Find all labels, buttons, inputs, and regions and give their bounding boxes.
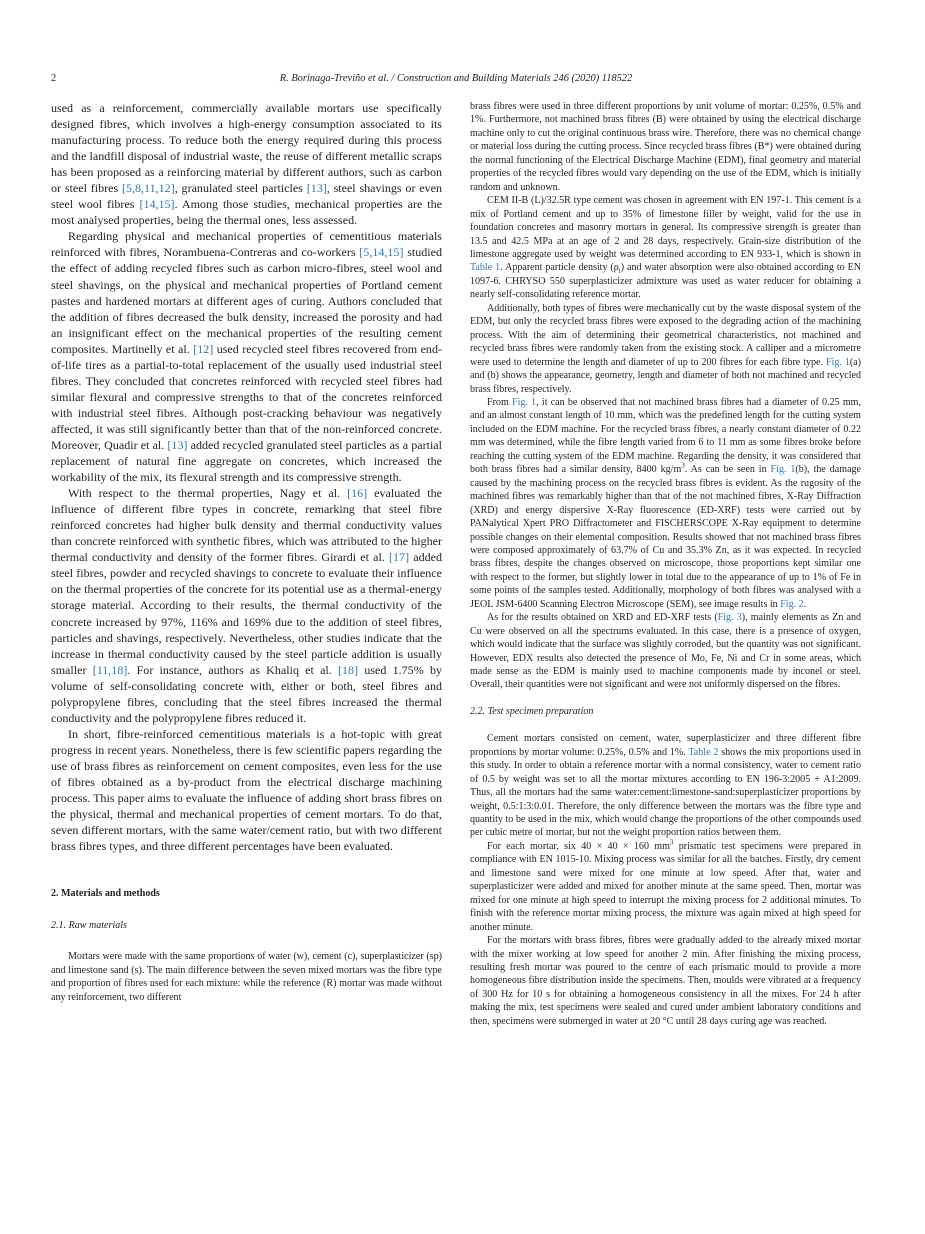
figure-link[interactable]: Fig. 1: [770, 464, 796, 476]
figure-link[interactable]: Fig. 3: [717, 612, 742, 624]
figure-link[interactable]: Fig. 1: [825, 356, 850, 368]
citation-link[interactable]: [12]: [193, 341, 214, 356]
citation-link[interactable]: [17]: [389, 550, 410, 565]
paragraph: In short, fibre-reinforced cementitious materials is a hot-topic with great progress in recent years. Nonetheless, there is few scientific papers regarding the use of brass fibres as reinforcement on cement composites, even less for the use of fibres obtained as a by-product from the electrical discharge machining process. This paper aims to evaluate the influence of adding short brass fibres on the physical, thermal and mechanical properties of cement mortars. To do that, seven different mortars, with the same water/cement ratio, but with two different brass fibres types, and three different percentages have been evaluated.: [51, 726, 442, 854]
paragraph: Additionally, both types of fibres were mechanically cut by the waste disposal system of the EDM, but only the recycled brass fibres were exposed to the degrading action of the machining process. With the aim of determining their geometrical characteristics, not machined and recycled brass fibres were randomly taken from the existing stock. A calliper and a micrometre were used to determine the length and diameter of up to 200 fibres for each fibre type. Fig. 1(a) and (b) shows the appearance, geometry, length and diameter of both not machined and recycled brass fibres, respectively.: [470, 302, 861, 395]
running-header: [51, 71, 861, 87]
paragraph: CEM II-B (L)/32.5R type cement was chosen in agreement with EN 197-1. This cement is a mix of Portland cement and up to 35% of limestone filler by weight, valid for the use in foundation concretes and masonry mortars in general. Its compressive strength is greater than 13.5 and 42.5 MPa at an age of 2 and 28 days, respectively. Grain-size distribution of the limestone aggregate used by weight was determined according to EN 933-1, which is shown in Table 1. Apparent particle density $(\rho_t)$ and water absorption were also obtained according to EN 1097-6. CHRYSO 550 superplasticizer admixture was used as water reducer for obtaining a nearly self-consolidating reference mortar.: [470, 195, 861, 301]
paragraph: From Fig. 1, it can be observed that not machined brass fibres had a diameter of 0.25 mm, and an almost constant length of 10 mm, which was the predefined length for the cutting system included on the EDM machine. For the recycled brass fibres, a nearly constant diameter of 0.22 mm was determined, while the fibre length varied from 6 to 11 mm as some fibres broke before reaching the cutting system of the EDM machine. Regarding the density, it was considered that both brass fibres had a similar density, 8400 $kg/m^3$. As can be seen in Fig. 1(b), the damage caused by the machining process on the recycled brass fibres is evident. As the rugosity of the machined fibres was remarkably higher than that of the not machined fibres, X-Ray Diffraction (XRD) and energy dispersive X-Ray fluorescence (ED-XRF) tests were carried out by PANalytical Xpert PRO Diffractometer and FISCHERSCOPE X-Ray equipment to determine possible changes on their elemental composition. Results showed that not machined brass fibres were composed approximately of 63.7% of Cu and 35.3% Zn, as it was expected. In recycled brass fibres, despite the changes observed on microscope, those proportions kept similar one with respect to the former, but slightly lower in total due to the appearance of up to 1% of Fe in some points of the samples tested. Additionally, morphology of both fibres was analysed with a JEOL JSM-6400 Scanning Electron Microscope (SEM), see image results in Fig. 2.: [470, 396, 862, 610]
table-link[interactable]: Table 1: [470, 262, 501, 274]
citation-link[interactable]: [5,14,15]: [359, 245, 404, 260]
right-column: [470, 100, 861, 1028]
paragraph: used as a reinforcement, commercially available mortars use specifically designed fibres, which involves a high-energy consumption associated to its manufacturing process. To reduce both the energy required during this process and the landfill disposal of industrial waste, the reuse of different metallic scraps has been proposed as a reinforcing material by different authors, such as carbon or steel fibres [5,8,11,12], granulated steel particles [13], steel shavings or even steel wool fibres [14,15]. Among those studies, mechanical properties are the most analysed properties, being the thermal ones, less assessed.: [51, 101, 442, 228]
paragraph: brass fibres were used in three different proportions by unit volume of mortar: 0.25%, 0.5% and 1%. Furthermore, not machined brass fibres (B) were obtained by using the electrical discharge machine only to cut the original continuous brass wire. Therefore, there was no chemical change or material loss during the cutting process. Since recycled brass fibres (B*) were obtained during the normal functioning of the Electrical Discharge Machine (EDM), final geometry and material properties of the recycled fibres would vary depending on the use of the EDM, which is initially random and unknown.: [470, 101, 861, 193]
citation-link[interactable]: [14,15]: [139, 197, 175, 212]
running-head: R. Borinaga-Treviño et al. / Construction and Building Materials 246 (2020) 118522: [279, 73, 633, 84]
paragraph: As for the results obtained on XRD and ED-XRF tests (Fig. 3), mainly elements as Zn and Cu were observed on all the spectrums evaluated. In this case, there is a presence of oxygen, which would indicate that the surface was slightly corroded, but the quantity was not significant. However, EDX results also detected the presence of Mo, Fe, Ni and Cr in some areas, which made sense as the EDM is mainly used to machine components made by inconel or steel. Overall, their quantities were not significant and were not uniformly dispersed on the fibres.: [470, 612, 861, 691]
citation-link[interactable]: [11,18]: [92, 662, 128, 677]
subsection-heading: 2.2. Test specimen preparation: [470, 706, 594, 718]
table-link[interactable]: Table 2: [688, 746, 719, 758]
section-heading: 2. Materials and methods: [51, 888, 160, 900]
paragraph: For each mortar, six 40 × 40 × 160 $mm^3$ prismatic test specimens were prepared in compliance with EN 1015-10. Mixing process was similar for all the batches. Firstly, dry cement and limestone sand were mixed for one minute at low speed. After that, water and superplasticizer were added and mixed for another minute at the same speed. Then, mortar was mixed for one minute at high speed to interrupt the mixing process for 2 additional minutes. To finish with the reference mortar mixing process, the mixture was again mixed at high speed for another minute.: [470, 838, 861, 933]
paragraph: Cement mortars consisted on cement, water, superplasticizer and three different fibre proportions by mortar volume: 0.25%, 0.5% and 1%. Table 2 shows the mix proportions used in this study. In order to obtain a reference mortar with a normal consistency, water to cement ratio of 0.5 by weight was set to all the mortar mixtures according to EN 196-3:2005 + A1:2009. Thus, all the mortars had the same water:cement:limestone-sand:superplasticizer proportions by weight, 0.5:1:3:0.01. Therefore, the only difference between the mortars was the fibre type and quantity to be used in the mix, which would change the proportions of the other compounds used per cubic metre of mortar, but not the weight proportion ratios between them.: [470, 733, 861, 839]
figure-link[interactable]: Fig. 1: [512, 396, 537, 408]
page-number: 2: [51, 73, 57, 84]
citation-link[interactable]: [13]: [306, 181, 327, 196]
left-column: [51, 100, 442, 1004]
citation-link[interactable]: [13]: [167, 437, 188, 452]
citation-link[interactable]: [5,8,11,12]: [121, 181, 175, 196]
paragraph: Regarding physical and mechanical properties of cementitious materials reinforced with fibres, Norambuena-Contreras and co-workers [5,14,15] studied the effect of adding recycled fibres such as carbon micro-fibres, steel wool and steel shavings, on the physical and mechanical properties of Portland cement pastes and hardened mortars at different ages of curing. Authors concluded that the addition of fibres decreased the bulk density, increased the porosity and had an insignificant effect on the mechanical properties of the resulting cement composites. Martinelly et al. [12] used recycled steel fibres recovered from end-of-life tires as a partial-to-total replacement of the usually used industrial steel fibres. They concluded that concretes reinforced with recycled steel fibres had similar flexural and compressive strengths to that of the concretes reinforced with industrial steel fibres. Although post-cracking behaviour was negatively affected, it was still significantly better than that of the non-reinforced concrete. Moreover, Quadir et al. [13] added recycled granulated steel particles as a partial replacement of natural fine aggregate on concretes, which increased the workability of the mix, its flexural strength and its compressive strength.: [51, 229, 443, 485]
paragraph: For the mortars with brass fibres, fibres were gradually added to the already mixed mortar with the mixer working at low speed for another 2 min. After finishing the mixing process, resulting fresh mortar was poured to the centre of each prismatic mould to provide a more homogeneous fibre distribution inside the specimens. Then, moulds were vibrated at a frequency of 300 Hz for 10 s for obtaining a homogeneous consistency in all the mixes. For 24 h after making the mix, test specimens were sealed and cured under ambient laboratory conditions and then, specimens were submerged in water at 20 °C until 28 days curing age was reached.: [470, 935, 861, 1027]
citation-link[interactable]: [16]: [347, 486, 368, 501]
subsection-heading: 2.1. Raw materials: [51, 920, 127, 932]
paragraph: With respect to the thermal properties, Nagy et al. [16] evaluated the influence of different fibre types in concrete, remarking that steel fibre reinforced concretes had higher bulk density and thermal conductivity values than concrete reinforced with synthetic fibres, which was attributed to the higher thermal conductivity and density of the former fibres. Girardi et al. [17] added steel fibres, powder and recycled shavings to concrete to evaluate their influence on the thermal properties of the concrete for its potential use as a thermal-energy storage material. According to their results, the thermal conductivity of the concrete increased by 97%, 116% and 169% due to the addition of steel fibres, particles and shavings, respectively. Nevertheless, other studies indicate that the increase in thermal conductivity caused by the steel particle addition is usually smaller [11,18]. For instance, authors as Khaliq et al. [18] used 1.75% by volume of self-consolidating concrete with, either or both, steel fibres and polypropylene fibres, concluding that the steel fibres increased the thermal conductivity and the polypropylene fibres reduced it.: [51, 486, 443, 725]
paragraph: Mortars were made with the same proportions of water (w), cement (c), superplasticizer (sp) and limestone sand (s). The main difference between the seven mixed mortars was the fibre type and proportion of fibres used for each mixture: while the reference (R) mortar was made without any reinforcement, two different: [51, 951, 442, 1003]
figure-link[interactable]: Fig. 2: [780, 598, 804, 610]
citation-link[interactable]: [18]: [338, 662, 359, 677]
